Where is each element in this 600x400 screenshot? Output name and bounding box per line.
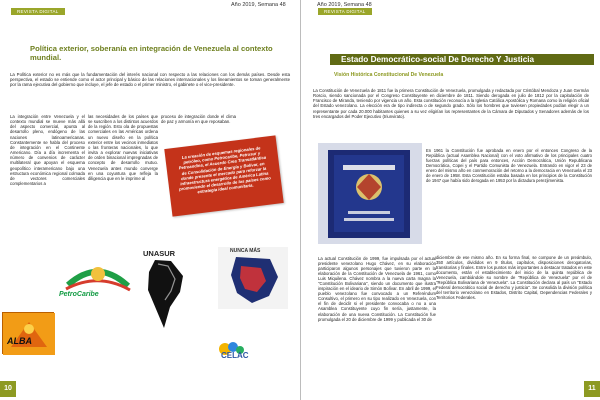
alba-art-icon [3, 313, 55, 355]
unasur-map-icon [128, 248, 198, 332]
alba-text: ALBA [7, 336, 32, 346]
constitution-image [318, 143, 422, 244]
article-intro: La Política exterior no es más que la fundamentación del interés nacional con respecto a las relaciones con los demás países. Desde esta perspectiva, el estado se entiende como el actor principal y básico de las relaciones internacionales y los lineamientos se toman generalmente por la rama ejecutiva del gobierno que incluye, el jefe de estado o el primer ministro, el gabinete o el vice-presidente. [10, 72, 290, 88]
text-column-1: La integración entre Venezuela y el contexto mundial se mueve más allá del aspecto comercial, apunta al desarrollo pleno, endógeno de las naciones latinoamericanas. Constantemente se habla del proceso de integración en el Continente Americano. Día a día incrementa el número de convenios de carácter multilateral que apoyan el esquema geopolítico interamericano bajo una estructura económica regional colmada de vectores comerciales complementarios a [10, 114, 85, 187]
pull-quote-text: La creación de esquemas regionales de petróleo, como Petrocaribe, Petrosur y Petroandina, el Acuerdo Crea Transatlántica de Consolidación de Energía y Bolívar, en donde presente el mercado para reforzar la infraestructura energética de América Latina promoviendo el desarrollo de los países como estrategia ideal comunitaria. [178, 145, 272, 195]
nunca-mas-logo [218, 247, 288, 309]
celac-logo [215, 340, 263, 362]
right-page [300, 0, 600, 400]
nunca-mas-map-icon [218, 247, 288, 309]
issue-header: Año 2019, Semana 48 [231, 2, 286, 8]
page-number: 10 [0, 381, 16, 397]
petrocaribe-text: PetroCaribe [59, 291, 99, 298]
issue-header: Año 2019, Semana 48 [317, 2, 372, 8]
lower-right-text: diciembre de ese mismo año. En su forma final, se compone de un preámbulo, 350 artículos, divididos en 9 títulos, capítulos, disposiciones derogatorias, transitorias y finales. Entre los puntos más importantes a destacar tratados en este documento, están el establecimiento del inicio de la quinta república de Venezuela, cambiándole su nombre de "República de Venezuela" por el de "República Bolivariana de Venezuela". La Constitución declara al país un "Estado Federal democrático social de derecho y justicia". Se consolida la división política del territorio venezolano en Estados, Distrito Capital, Dependencias Federales y Territorios Federales. [436, 255, 592, 301]
alba-logo [2, 312, 54, 354]
digital-magazine-tag: REVISTA DIGITAL [11, 8, 65, 15]
article-intro: La Constitución de Venezuela de 1811 fue la primera Constitución de Venezuela, promulgada y redactada por Cristóbal Mendoza y Juan Germán Roscio, siendo sancionada por el Congreso Constituyente en diciembre de 1811. Siendo derogada en julio de 1812 por la capitulación de Francisco de Miranda, teniendo por vigencia un año. Esta constitución reconocía a la Iglesia Católica Apostólica y Romana como la religión oficial del Estado venezolano. La elección era de tipo indirecta o de segundo grado. Sólo los hombres que tuviesen propiedades podían elegir a un representante por cada 20.000 habitantes quienes a su vez eligirían los representantes de la Cámara de Diputados y Senadores además de los tres encargados del Poder Ejecutivo (triunvirato). [313, 88, 589, 119]
text-column-2: las necesidades de los países que se suscriben a los distintos acuerdos de la región. Esto ola de propuestas comerciales en las Américas ordena un nuevo diseño en la política exterior entre los vecinos inmediatos o las fronteras nacionales, lo que invita a explorar nuevas iniciativas de orden binacional impregnadas de concepto de desarrollo mutuo. Venezuela antes mundo converge en una coyuntura que refleja la diligencia que en le imprime al [88, 114, 158, 181]
digital-magazine-tag: REVISTA DIGITAL [318, 8, 372, 15]
text-column-3: proceso de integración donde el clima de paz y armonía en que reposaban. [161, 114, 236, 125]
unasur-logo [128, 248, 198, 332]
side-text: En 1961 la Constitución fue aprobada en enero por el entonces Congreso de la República (actual Asamblea Nacional) con el voto afirmativo de los principales cuatro fuerzas políticas del país para entonces, Acción Democrática, Unión Republicana Democrática, Copei y el Partido Comunista de Venezuela. Entrando en vigor el 23 de enero del mismo año en conmemoración del retorno a la democracia en Venezuela el 23 de enero de 1958. Esta Constitución estaba basada en los principios de la Constitución de 1947 que había sido derogada en 1953 por la dictadura perezjimenista. [426, 148, 592, 184]
celac-text: CELAC [221, 351, 249, 360]
constitution-book-icon [318, 143, 422, 244]
page-number: 11 [584, 381, 600, 397]
article-subtitle: Visión Histórica Constitucional De Venezuela [334, 72, 444, 78]
article-title: Estado Democrático-social De Derecho Y Justicia [341, 55, 535, 64]
lower-left-text: La actual Constitución de 1999, fue impulsada por el actual presidente venezolano Hugo Chávez, en su elaboración participaron algunos personajes que tuvieron parte en la elaboración de la Constitución de Venezuela de 1961, como Luis Miquilena. Chávez nombra a la nueva carta magna la "Constitución Bolivariana", siendo un documento que ilustra inspiración en el ideario de Simón Bolívar. En abril de 1999, el pueblo venezolano fue convocado a un Referéndum Consultivo, el primero en su tipo realizado en Venezuela, con el fin de decidir si el presidente convocaba o no a una Asamblea Constituyente cuyo fin sería, justamente, la elaboración de una nueva Constitución. La Constitución fue promulgada el 20 de diciembre de 1999 y publicada el 30 de [318, 256, 436, 322]
unasur-text: UNASUR [143, 249, 176, 258]
integration-logos [0, 245, 300, 363]
nunca-mas-text: NUNCA MÁS [230, 248, 261, 254]
article-title: Política exterior, soberanía en integración de Venezuela al contexto mundial. [30, 44, 273, 62]
pull-quote [164, 135, 283, 216]
